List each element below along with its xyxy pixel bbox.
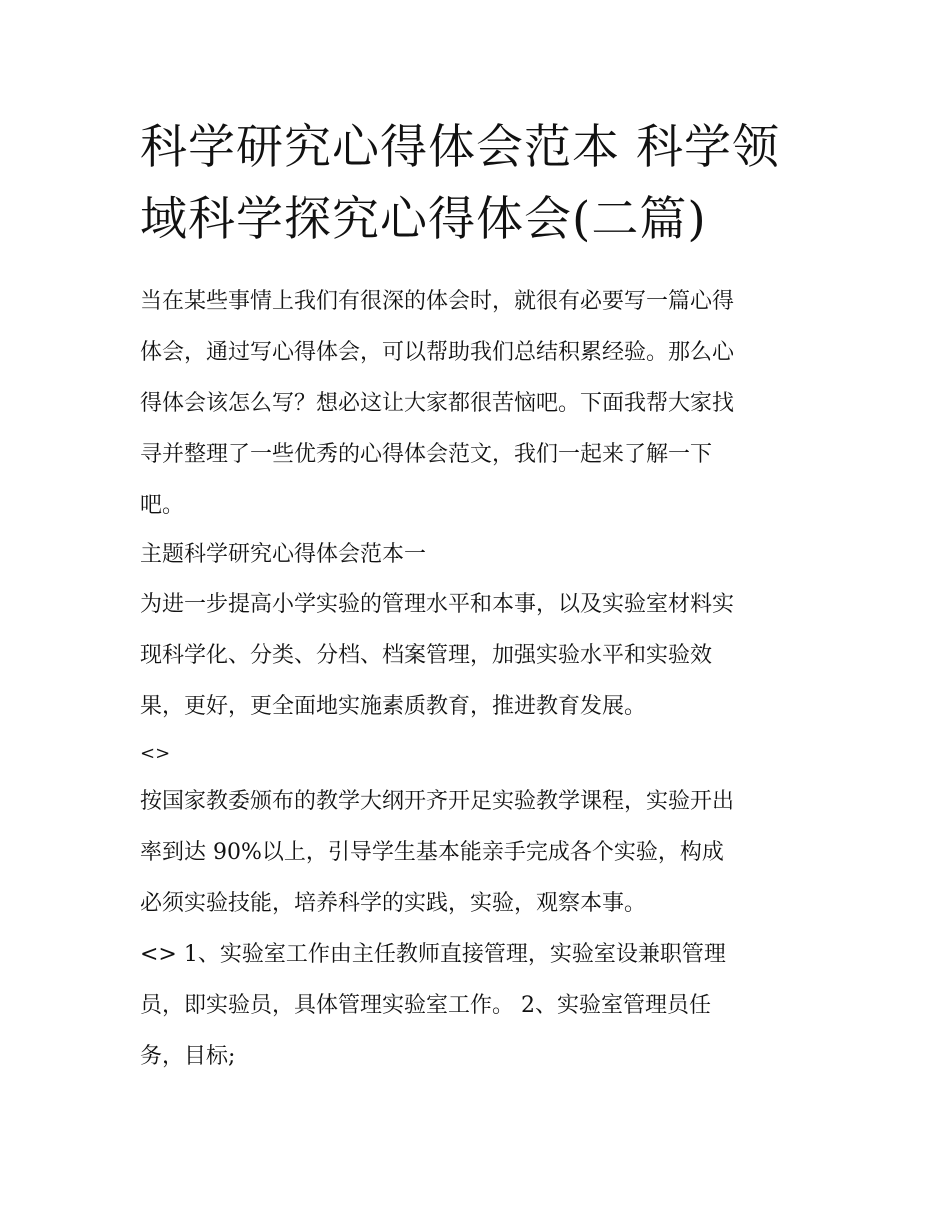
text-line: 按国家教委颁布的教学大纲开齐开足实验教学课程，实验开出: [140, 789, 735, 814]
text-line: 主题科学研究心得体会范本一: [140, 542, 427, 567]
section-heading: [140, 531, 820, 579]
text-line: 为进一步提高小学实验的管理水平和本事，以及实验室材料实: [140, 592, 735, 617]
title-line: 科学研究心得体会范本 科学领: [140, 120, 780, 175]
text-line: 体会，通过写心得体会，可以帮助我们总结积累经验。那么心: [140, 340, 735, 365]
text-line: 员，即实验员，具体管理实验室工作。 2、实验室管理员任: [140, 993, 711, 1018]
curriculum-paragraph: [140, 776, 820, 929]
title-line: 域科学探究心得体会(二篇): [140, 192, 707, 247]
text-line: 寻并整理了一些优秀的心得体会范文，我们一起来了解一下: [140, 442, 713, 467]
text-line: <> 1、实验室工作由主任教师直接管理，实验室设兼职管理: [140, 942, 726, 967]
text-line: 率到达 90%以上，引导学生基本能亲手完成各个实验，构成: [140, 840, 724, 865]
text-line: 现科学化、分类、分档、档案管理，加强实验水平和实验效: [140, 643, 713, 668]
text-line: 必须实验技能，培养科学的实践，实验，观察本事。: [140, 891, 647, 916]
text-line: 务，目标;: [140, 1044, 236, 1069]
intro-paragraph: [140, 276, 820, 531]
text-line: 得体会该怎么写？想必这让大家都很苦恼吧。下面我帮大家找: [140, 391, 735, 416]
section-marker: [140, 732, 820, 776]
goal-paragraph: [140, 579, 820, 732]
document-body: [140, 276, 820, 1082]
text-line: 当在某些事情上我们有很深的体会时，就很有必要写一篇心得: [140, 289, 735, 314]
text-line: <>: [140, 743, 171, 764]
management-paragraph: [140, 929, 820, 1082]
text-line: 果，更好，更全面地实施素质教育，推进教育发展。: [140, 694, 647, 719]
text-line: 吧。: [140, 493, 185, 518]
document-title: [140, 112, 820, 256]
